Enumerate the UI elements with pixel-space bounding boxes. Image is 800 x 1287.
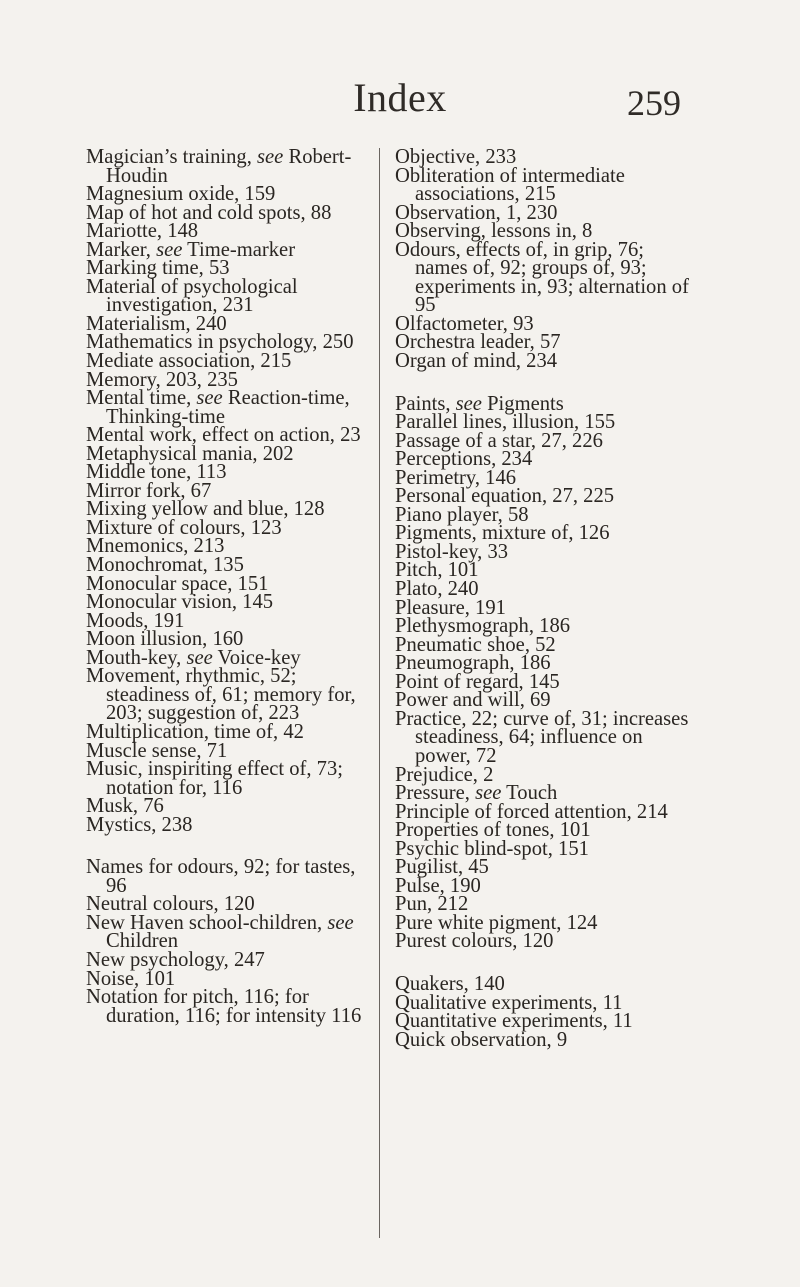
see-reference: see: [156, 238, 183, 261]
index-entry: Pistol-key, 33: [395, 540, 509, 563]
index-entry: Neutral colours, 120: [86, 893, 255, 916]
page-header: [0, 74, 800, 134]
index-entry: Magnesium oxide, 159: [86, 183, 276, 206]
index-entry: Pure white pigment, 124: [395, 911, 598, 934]
index-entry: Power and will, 69: [395, 689, 551, 712]
index-entry: Plethysmograph, 186: [395, 615, 571, 638]
see-reference: see: [455, 392, 482, 415]
index-entry: Mixture of colours, 123: [86, 516, 282, 539]
index-entry: Orchestra leader, 57: [395, 331, 561, 354]
index-entry: Moon illusion, 160: [86, 628, 244, 651]
index-entry: Quakers, 140: [395, 972, 505, 995]
index-entry: Passage of a star, 27, 226: [395, 429, 603, 452]
index-entry: Music, inspiriting effect of, 73; notation for, 116: [86, 758, 343, 799]
index-entry: Pneumatic shoe, 52: [395, 633, 556, 656]
see-reference: see: [327, 911, 354, 934]
index-entry: Purest colours, 120: [395, 930, 554, 953]
index-entry: Point of regard, 145: [395, 670, 560, 693]
index-entry: Psychic blind-spot, 151: [395, 837, 589, 860]
index-entry: Quantitative experiments, 11: [395, 1010, 633, 1033]
index-entry: Middle tone, 113: [86, 461, 227, 484]
index-entry: Pleasure, 191: [395, 596, 506, 619]
index-entry: Mixing yellow and blue, 128: [86, 498, 325, 521]
index-group-n: [86, 858, 372, 1025]
index-entry: Paints, see Pigments: [395, 392, 564, 415]
index-entry: Memory, 203, 235: [86, 368, 238, 391]
index-entry: Marking time, 53: [86, 257, 230, 280]
index-entry: Quick observation, 9: [395, 1028, 568, 1051]
index-entry: Observing, lessons in, 8: [395, 220, 593, 243]
index-entry: Noise, 101: [86, 967, 176, 990]
index-entry: Qualitative experiments, 11: [395, 991, 623, 1014]
index-entry: Personal equation, 27, 225: [395, 485, 615, 508]
see-reference: see: [196, 387, 223, 410]
index-entry: Practice, 22; curve of, 31; increases steadiness, 64; influence on power, 72: [395, 707, 689, 767]
index-entry: Mental time, see Reaction-time, Thinking-time: [86, 387, 350, 428]
index-entry: Mediate association, 215: [86, 350, 292, 373]
index-entry: Magician’s training, see Robert-Houdin: [86, 146, 352, 187]
see-reference: see: [475, 782, 502, 805]
see-reference: see: [257, 146, 284, 168]
index-entry: Muscle sense, 71: [86, 739, 228, 762]
index-entry: Mathematics in psychology, 250: [86, 331, 354, 354]
index-entry: Monocular vision, 145: [86, 591, 274, 614]
index-entry: Notation for pitch, 116; for duration, 116; for intensity 116: [86, 986, 362, 1027]
index-entry: Perceptions, 234: [395, 448, 533, 471]
index-column-right: [395, 148, 695, 1049]
index-entry: Properties of tones, 101: [395, 819, 591, 842]
index-entry: Multiplication, time of, 42: [86, 720, 304, 743]
index-entry: Pneumograph, 186: [395, 652, 551, 675]
index-entry: Olfactometer, 93: [395, 312, 534, 335]
index-entry: Pigments, mixture of, 126: [395, 522, 610, 545]
index-entry: Observation, 1, 230: [395, 201, 558, 224]
index-entry: Mnemonics, 213: [86, 535, 225, 558]
index-entry: Perimetry, 146: [395, 466, 517, 489]
index-entry: Marker, see Time-marker: [86, 238, 296, 261]
index-entry: Pressure, see Touch: [395, 782, 558, 805]
page-number: 259: [627, 83, 681, 123]
index-entry: Odours, effects of, in grip, 76; names of, 92; groups of, 93; experiments in, 93; alternation of 95: [395, 238, 689, 317]
index-group-m: [86, 148, 372, 834]
index-entry: Pugilist, 45: [395, 856, 489, 879]
index-entry: Monochromat, 135: [86, 554, 244, 577]
index-entry: Pun, 212: [395, 893, 469, 916]
page-title: Index: [353, 75, 447, 120]
index-entry: Pitch, 101: [395, 559, 479, 582]
index-entry: Names for odours, 92; for tastes, 96: [86, 856, 356, 897]
index-entry: Movement, rhythmic, 52; steadiness of, 61; memory for, 203; suggestion of, 223: [86, 665, 356, 725]
index-group-q: [395, 972, 695, 1051]
index-entry: Mental work, effect on action, 23: [86, 424, 361, 447]
index-entry: Pulse, 190: [395, 874, 481, 897]
index-entry: Mouth-key, see Voice-key: [86, 646, 301, 669]
index-entry: Piano player, 58: [395, 503, 529, 526]
index-group-o: [395, 148, 695, 371]
index-entry: Parallel lines, illusion, 155: [395, 411, 616, 434]
index-entry: Mystics, 238: [86, 813, 193, 836]
index-entry: New Haven school-children, see Children: [86, 911, 354, 953]
index-entry: Prejudice, 2: [395, 763, 494, 786]
index-entry: Materialism, 240: [86, 312, 227, 335]
index-entry: Map of hot and cold spots, 88: [86, 201, 332, 224]
index-entry: Objective, 233: [395, 146, 517, 168]
index-entry: Mirror fork, 67: [86, 479, 212, 502]
index-entry: Monocular space, 151: [86, 572, 269, 595]
index-entry: Metaphysical mania, 202: [86, 442, 294, 465]
index-entry: Material of psychological investigation, 231: [86, 275, 298, 317]
index-entry: New psychology, 247: [86, 948, 265, 971]
index-entry: Principle of forced attention, 214: [395, 800, 668, 823]
see-reference: see: [186, 646, 213, 669]
column-divider: [379, 148, 380, 1238]
index-entry: Organ of mind, 234: [395, 350, 558, 373]
index-entry: Moods, 191: [86, 609, 185, 632]
index-entry: Mariotte, 148: [86, 220, 199, 243]
index-entry: Musk, 76: [86, 795, 164, 818]
index-column-left: [86, 148, 372, 1025]
index-group-p: [395, 392, 695, 953]
index-entry: Obliteration of intermediate associations, 215: [395, 164, 625, 206]
index-entry: Plato, 240: [395, 578, 479, 601]
